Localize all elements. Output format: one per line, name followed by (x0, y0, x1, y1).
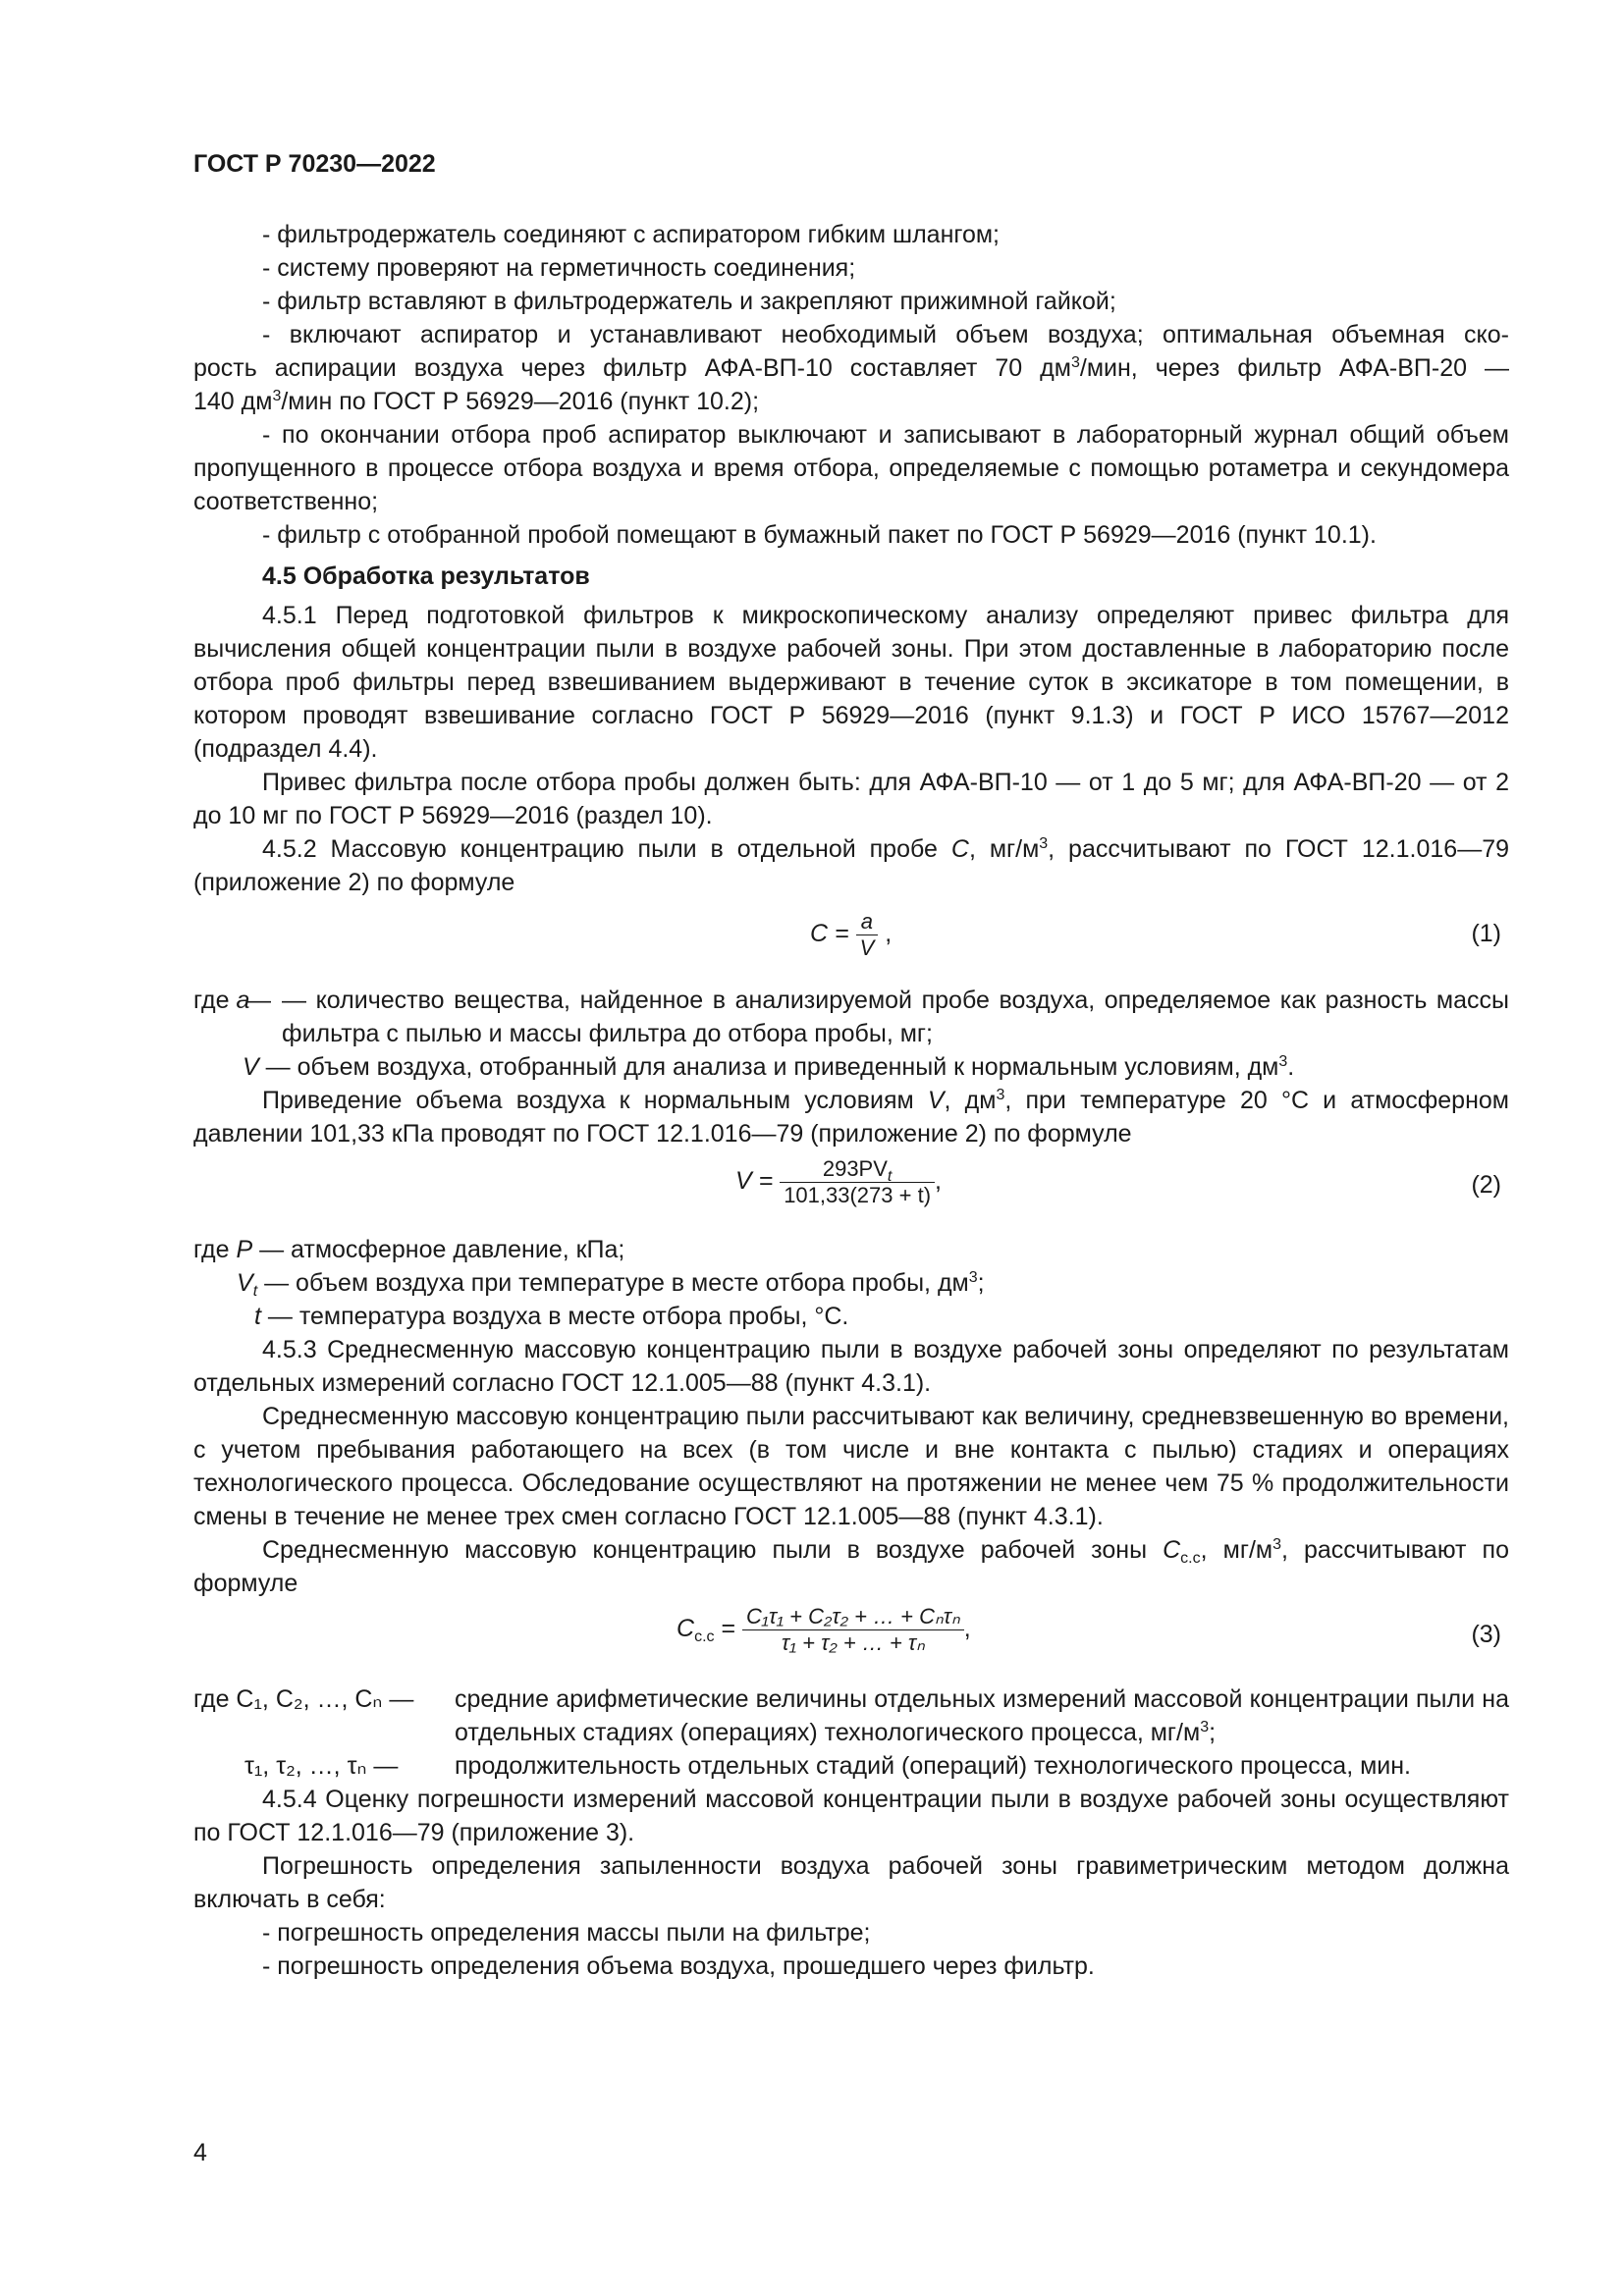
paragraph: 4.5.1 Перед подготовкой фильтров к микроскопическому анализу определяют привес фильтра для вычисления общей концентрации пыли в воздухе рабочей зоны. При этом доставленные в лабораторию после отбора проб фильтры перед взвешиванием выдерживают в течение суток в эксикаторе в том помещении, в котором проводят взвешивание согласно ГОСТ Р 56929—2016 (пункт 9.1.3) и ГОСТ Р ИСО 15767—2012 (подраздел 4.4). (193, 602, 1509, 763)
list-item-continuation: рость аспирации воздуха через фильтр АФА-ВП-10 составляет 70 $дм^3$/мин, через фильтр АФА-ВП-20 — (193, 354, 1509, 382)
where-item: где C₁, C₂, …, Cₙ — средние арифметические величины отдельных измерений массовой концентрации пыли на отдельных стадиях (операциях) технологического процесса, $мг/м^3$; (193, 1685, 1509, 1746)
fraction: $\frac{293PV_t}{101,33(273 + t)}$ (780, 1156, 935, 1208)
where-list-1 (193, 984, 1509, 1084)
equation-number: (1) (1471, 920, 1501, 947)
page-number: 4 (193, 2139, 207, 2166)
where-item: τ₁, τ₂, …, τₙ — продолжительность отдельных стадий (операций) технологического процесса, мин. (244, 1752, 1411, 1780)
formula-2: V = $\frac{293PV_t}{101,33(273 + t)}$ , (2) (735, 1156, 1501, 1207)
list-item-continuation: 140 $дм^3$/мин по ГОСТ Р 56929—2016 (пункт 10.2); (193, 388, 760, 415)
where-item: $V_t$ — объем воздуха при температуре в месте отбора пробы, $дм^3$; (237, 1269, 985, 1300)
paragraph: Приведение объема воздуха к нормальным условиям V, $дм^3$, при температуре 20 °С и атмосферном давлении 101,33 кПа проводят по ГОСТ 12.1.016—79 (приложение 2) по формуле (193, 1087, 1509, 1148)
where-list-3 (193, 1682, 1509, 1783)
paragraph: Погрешность определения запыленности воздуха рабочей зоны гравиметрическим методом должна включать в себя: (193, 1852, 1509, 1913)
paragraph: Среднесменную массовую концентрацию пыли в воздухе рабочей зоны $C_{с.с}$, $мг/м^3$, рассчитывают по формуле (193, 1536, 1509, 1597)
list-item: - систему проверяют на герметичность соединения; (262, 254, 856, 282)
where-item: V — объем воздуха, отобранный для анализа и приведенный к нормальным условиям, $дм^3$. (243, 1053, 1295, 1081)
paragraph: 4.5.3 Среднесменную массовую концентрацию пыли в воздухе рабочей зоны определяют по результатам отдельных измерений согласно ГОСТ 12.1.005—88 (пункт 4.3.1). (193, 1336, 1509, 1397)
list-item: - погрешность определения массы пыли на фильтре; (262, 1919, 871, 1947)
fraction: $\frac{a}{V}$ (856, 909, 879, 961)
equation-number: (3) (1471, 1621, 1501, 1648)
equation-number: (2) (1471, 1171, 1501, 1199)
document-body (193, 218, 1509, 1983)
list-item: - по окончании отбора проб аспиратор выключают и записывают в лабораторный журнал общий объем пропущенного в процессе отбора воздуха и время отбора, определяемые с помощью ротаметра и секундомера соответственно; (193, 421, 1509, 515)
list-item: - фильтр с отобранной пробой помещают в бумажный пакет по ГОСТ Р 56929—2016 (пункт 10.1). (262, 521, 1377, 549)
where-item: t — температура воздуха в месте отбора пробы, °С. (254, 1303, 849, 1330)
paragraph: 4.5.2 Массовую концентрацию пыли в отдельной пробе C, $мг/м^3$, рассчитывают по ГОСТ 12.1.016—79 (приложение 2) по формуле (193, 835, 1509, 896)
where-list-2 (193, 1233, 1509, 1333)
section-heading: 4.5 Обработка результатов (262, 562, 590, 590)
where-item: где a — — количество вещества, найденное в анализируемой пробе воздуха, определяемое как разность массы фильтра с пылью и массы фильтра до отбора пробы, мг; (193, 987, 1509, 1047)
list-item: - погрешность определения объема воздуха, прошедшего через фильтр. (262, 1952, 1095, 1980)
list-item: - включают аспиратор и устанавливают необходимый объем воздуха; оптимальная объемная ско- (262, 321, 1509, 348)
formula-1: C = $\frac{a}{V}$ , (1) (810, 909, 1501, 960)
document-header: ГОСТ Р 70230—2022 (193, 150, 436, 178)
where-item: где P — атмосферное давление, кПа; (193, 1236, 625, 1263)
formula-3: $C_{с.с}$ = $\frac{\text{C₁τ₁ + C₂τ₂ + … + Cₙτₙ}}{\text{τ₁ + τ₂ + … + τₙ}}$ , (3) (677, 1604, 1501, 1655)
paragraph: Привес фильтра после отбора пробы должен быть: для АФА-ВП-10 — от 1 до 5 мг; для АФА-ВП-20 — от 2 до 10 мг по ГОСТ Р 56929—2016 (раздел 10). (193, 769, 1509, 829)
fraction: $\frac{\text{C₁τ₁ + C₂τ₂ + … + Cₙτₙ}}{\text{τ₁ + τ₂ + … + τₙ}}$ (742, 1604, 964, 1656)
list-item: - фильтродержатель соединяют с аспиратором гибким шлангом; (262, 221, 1001, 248)
list-item: - фильтр вставляют в фильтродержатель и закрепляют прижимной гайкой; (262, 288, 1116, 315)
formula-lhs: C = (810, 920, 849, 948)
paragraph: Среднесменную массовую концентрацию пыли рассчитывают как величину, средневзвешенную во времени, с учетом пребывания работающего на всех (в том числе и вне контакта с пылью) стадиях и операциях технологического процесса. Обследование осуществляют на протяжении не менее чем 75 % продолжительности смены в течение не менее трех смен согласно ГОСТ 12.1.005—88 (пункт 4.3.1). (193, 1403, 1509, 1530)
paragraph: 4.5.4 Оценку погрешности измерений массовой концентрации пыли в воздухе рабочей зоны осуществляют по ГОСТ 12.1.016—79 (приложение 3). (193, 1786, 1509, 1846)
